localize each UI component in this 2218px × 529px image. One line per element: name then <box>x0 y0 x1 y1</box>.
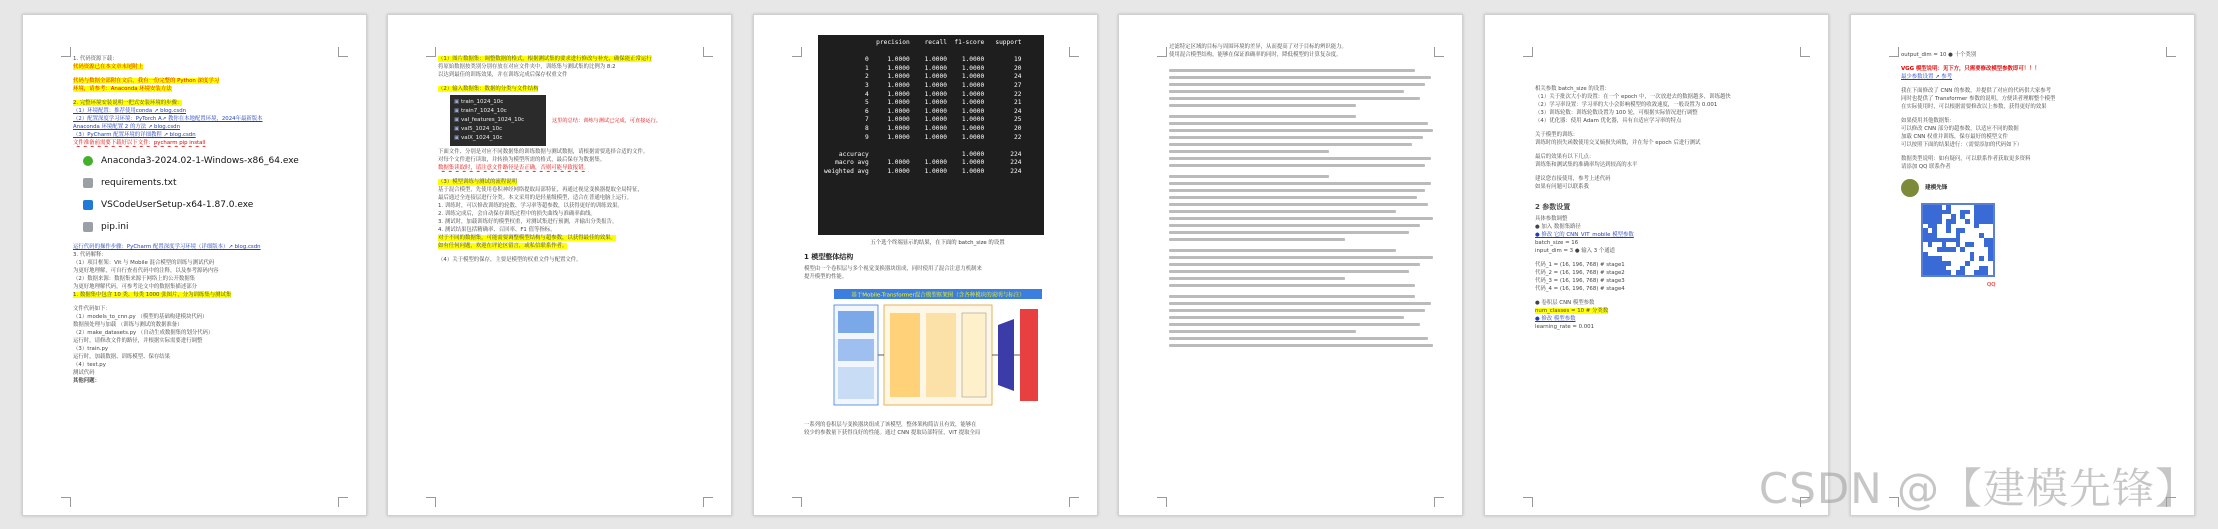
line <box>1535 299 1802 307</box>
line <box>438 234 705 242</box>
line <box>1535 247 1802 255</box>
line <box>438 148 705 156</box>
line <box>1535 223 1802 231</box>
line <box>73 107 340 115</box>
line <box>1901 117 2168 125</box>
line <box>1901 163 2168 171</box>
line <box>73 55 340 63</box>
text-line: 相关参数 batch_size 的设置： <box>1535 86 1610 92</box>
line <box>1901 87 2168 95</box>
line <box>73 251 340 259</box>
text-line: 4. 测试结果包括精确率、召回率、F1 值等指标。 <box>438 227 556 233</box>
qq-label: QQ <box>1987 282 1996 288</box>
file-item[interactable] <box>83 155 340 167</box>
text-line: （1）图片数据集：调整数据的格式，根据测试集的要求进行修改与补充，确保能正常运行 <box>438 56 652 62</box>
page-1-text-bottom <box>73 243 340 385</box>
text-line[interactable]: Anaconda 环境配置 2 的方法 ↗ blog.csdn <box>73 124 181 130</box>
watermark: CSDN @【建模先锋】 <box>1758 464 2198 513</box>
page-1-text-top <box>73 55 340 147</box>
text-line: 2 参数设置 <box>1535 203 1571 211</box>
folder-item: ▣ valX_1024_10c <box>454 134 542 143</box>
line <box>1901 95 2168 103</box>
folder-item: ▣ val_features_1024_10c <box>454 116 542 125</box>
file-item[interactable] <box>83 199 340 211</box>
text-line: 文件代码如下： <box>73 306 111 312</box>
text-line: （2）输入数据集：数据的分类与文件结构 <box>438 86 539 92</box>
author-card <box>1901 179 2168 197</box>
line <box>1901 141 2168 149</box>
line <box>73 377 340 385</box>
line <box>73 243 340 251</box>
line <box>73 345 340 353</box>
text-line: 以达到最佳的训练效果，并在训练完成后保存权重文件 <box>438 72 568 78</box>
page-2-text-bottom <box>438 148 705 264</box>
line <box>438 63 705 71</box>
line <box>1535 117 1802 125</box>
text-line: 2. 完整环境安装说明一把式安装环境的步骤： <box>73 100 183 106</box>
text-line: 使用混合模型结构，能够在保证准确率的同时，降低模型的计算复杂度。 <box>1169 52 1342 58</box>
text-line: 如果使用其他数据集： <box>1901 118 1955 124</box>
page-5 <box>1484 14 1829 516</box>
text-line: 下面文件、分别是对应不同数据集的训练数据与测试数据，请根据需要选择合适的文件。 <box>438 149 649 155</box>
text-line: batch_size = 16 <box>1535 240 1579 246</box>
text-line: 数据预处理与加载 （训练与测试的数据准备） <box>73 322 183 328</box>
line <box>438 242 705 250</box>
text-line: 对每个文件进行读取，并转换为模型所需的格式，最后保存为数据集。 <box>438 157 606 163</box>
avatar <box>1901 179 1919 197</box>
line <box>1901 103 2168 111</box>
text-line: （4）关于模型的保存，主要是模型的权重文件与配置文件。 <box>438 257 582 263</box>
text-line: 3. 代码解释： <box>73 252 107 258</box>
text-line: 1. 代码资源下载： <box>73 56 118 62</box>
file-list <box>73 155 340 233</box>
line <box>1535 239 1802 247</box>
text-line: （3）模型训练与测试的流程说明 <box>438 179 517 185</box>
text-line[interactable]: （1）环境配置：推荐使用conda ↗ blog.csdn <box>73 108 187 114</box>
author-name: 建模先锋 <box>1925 185 1948 191</box>
page-3 <box>753 14 1098 516</box>
text-line: 在实际使用时，可以根据需要修改以上参数，获得更好的效果 <box>1901 104 2047 110</box>
text-line: 建议您直接使用，参考上述代码 <box>1535 176 1611 182</box>
text-line: 代码资源已在本文章末尾附上 <box>73 64 144 70</box>
line <box>73 369 340 377</box>
python-ring-icon <box>83 156 93 166</box>
text-line: （2）学习率设置：学习率的大小会影响模型的收敛速度，一般设置为 0.001 <box>1535 102 1718 108</box>
text-line: 最后通过全连接层进行分类。本文采用的是轻量级模型，适合在普通电脑上运行。 <box>438 195 633 201</box>
text-line: 最后的效果有以下几点： <box>1535 154 1595 160</box>
line <box>1901 155 2168 163</box>
file-name: VSCodeUserSetup-x64-1.87.0.exe <box>101 200 254 210</box>
text-line: （2）数据来源：数据集来源于网络上的公开数据集 <box>73 276 196 282</box>
text-line[interactable]: （2）配置深度学习环境：PyTorch A↗ 教你在本地配置环境，2024年最新版本 <box>73 116 263 122</box>
line <box>1535 323 1802 331</box>
line <box>73 115 340 123</box>
model-architecture-diagram <box>828 285 1048 417</box>
paragraph <box>1169 175 1436 241</box>
line <box>73 77 340 85</box>
text-line: learning_rate = 0.001 <box>1535 324 1595 330</box>
folder-item: ▣ train7_1024_10c <box>454 107 542 116</box>
page-6 <box>1850 14 2195 516</box>
line <box>438 178 705 186</box>
text-line: 同时也提供了 Transformer 参数的说明，方便读者理解整个模型 <box>1901 96 2056 102</box>
line <box>73 291 340 299</box>
text-line: 代码_2 = (16, 196, 768) # stage2 <box>1535 270 1625 276</box>
line <box>1535 269 1802 277</box>
line <box>438 156 705 164</box>
text-line: 基于混合模型，先使用卷积神经网络提取局部特征，再通过视觉变换器提取全局特征， <box>438 187 643 193</box>
text-line: 可以修改 CNN 部分的超参数，以适应不同的数据 <box>1901 126 2019 132</box>
line <box>1535 153 1802 161</box>
page-5-text <box>1535 85 1802 331</box>
line <box>438 194 705 202</box>
text-line: ● 加入 数据集路径 <box>1535 224 1581 230</box>
line <box>73 63 340 71</box>
line <box>1901 125 2168 133</box>
text-line: 2. 训练完成后，会自动保存训练过程中的损失曲线与准确率曲线。 <box>438 211 596 217</box>
line <box>438 186 705 194</box>
line <box>1535 131 1802 139</box>
line <box>73 123 340 131</box>
page-2 <box>387 14 732 516</box>
text-line: 关于模型的训练： <box>1535 132 1579 138</box>
line <box>804 421 1071 429</box>
line <box>1169 51 1436 59</box>
file-name: requirements.txt <box>101 178 177 188</box>
dataset-folder-list <box>450 95 546 146</box>
line <box>73 353 340 361</box>
line <box>438 85 705 93</box>
line <box>1901 51 2168 59</box>
text-line: 代码_3 = (16, 196, 768) # stage3 <box>1535 278 1625 284</box>
line <box>73 313 340 321</box>
text-line: VGG 模型说明：见下方，只需要修改模型参数即可！！！ <box>1901 66 2040 72</box>
page-4-paragraphs <box>1169 69 1436 347</box>
line <box>438 210 705 218</box>
text-line: output_dim = 10 ● 十个类别 <box>1901 52 1977 58</box>
text-line: （4）test.py <box>73 362 106 368</box>
vscode-icon <box>83 200 93 210</box>
text-line: 训练时的损失函数使用交叉熵损失函数，并在每个 epoch 后进行测试 <box>1535 140 1701 146</box>
text-line: input_dim = 3 ● 输入 3 个通道 <box>1535 248 1616 254</box>
file-item[interactable] <box>83 221 340 233</box>
line <box>1535 93 1802 101</box>
text-line: 1. 训练时，可以修改训练的轮数、学习率等超参数，以获得更好的训练效果。 <box>438 203 623 209</box>
text-line: 一系列的卷积层与变换器块组成了该模型，整体架构简洁且有效，能够在 <box>804 422 977 428</box>
page-3-text-bottom <box>804 421 1071 437</box>
section-heading: 1 模型整体结构 <box>804 253 854 261</box>
text-line: 运行时，加载数据、训练模型、保存结果 <box>73 354 171 360</box>
text-line: 具体参数调整 <box>1535 216 1568 222</box>
line <box>1535 231 1802 239</box>
line <box>1535 101 1802 109</box>
line <box>1535 285 1802 293</box>
text-line: （1）项目框架：Vit 与 Mobile 混合模型的训练与测试代码 <box>73 260 215 266</box>
text-line: 环境，请参考：Anaconda 环境安装方法 <box>73 86 172 92</box>
diagram-title: 基于Mobile-Transformer混合模型框架图（含各种模块的说明与标注） <box>850 292 1025 299</box>
line <box>73 139 340 147</box>
line <box>73 267 340 275</box>
line <box>73 275 340 283</box>
text-line[interactable]: ● 修改 它的 CNN_VIT_mobile 模型参数 <box>1535 232 1634 238</box>
ini-file-icon <box>83 222 93 232</box>
line <box>73 337 340 345</box>
line <box>73 329 340 337</box>
text-line: 请添加 QQ 联系作者 <box>1901 164 1951 170</box>
text-line: （3）train.py <box>73 346 109 352</box>
paragraph <box>1169 295 1436 347</box>
line <box>1535 183 1802 191</box>
line <box>1535 315 1802 323</box>
line <box>1535 139 1802 147</box>
text-line: 如有任何问题，欢迎在评论区留言，或私信联系作者。 <box>438 243 568 249</box>
text-line[interactable]: 运行代码的操作步骤：PyCharm 配置深度学习环境（详细版本）↗ blog.csdn <box>73 244 261 250</box>
line <box>73 131 340 139</box>
line <box>1535 277 1802 285</box>
text-line: 代码_1 = (16, 196, 768) # stage1 <box>1535 262 1625 268</box>
line <box>1901 133 2168 141</box>
page-1 <box>22 14 367 516</box>
text-line: 文件准备前需要下载好以下文件：pycharm pip install <box>73 140 206 146</box>
line <box>438 218 705 226</box>
file-name: Anaconda3-2024.02-1-Windows-x86_64.exe <box>101 156 299 166</box>
line <box>438 256 705 264</box>
line <box>1535 175 1802 183</box>
page-4-text-top <box>1169 43 1436 65</box>
spacer <box>1169 59 1436 65</box>
line <box>1535 161 1802 169</box>
line <box>73 321 340 329</box>
text-line: 1. 数据集中包含 10 类、每类 1000 张图片，分为训练集与测试集 <box>73 292 232 298</box>
text-line: （4）优化器：使用 Adam 优化器，具有自适应学习率的特点 <box>1535 118 1682 124</box>
folder-item: ▣ train_1024_10c <box>454 98 542 107</box>
terminal-caption: 五个选个终端显示的结果，在下面的 batch_size 的设置 <box>870 240 1005 246</box>
text-line: 运行时，请修改文件的路径，并根据实际需要进行调整 <box>73 338 203 344</box>
text-line: 代码_4 = (16, 196, 768) # stage4 <box>1535 286 1625 292</box>
line <box>804 265 1071 273</box>
text-line: （1）关于批次大小的设置：在一个 epoch 中，一次放进去的数据越多，训练越快 <box>1535 94 1731 100</box>
text-line: ● 卷积层 CNN 模型参数 <box>1535 300 1595 306</box>
text-line: 过滤特定区域的目标与周围环境的差异，从而提高了对于目标的辨识能力。 <box>1169 44 1347 50</box>
line <box>1169 43 1436 51</box>
line <box>438 55 705 63</box>
line <box>1535 85 1802 93</box>
text-line: num_classes = 10 # 分类数 <box>1535 308 1609 314</box>
page-4 <box>1118 14 1463 516</box>
line <box>73 259 340 267</box>
classification-report-terminal: precision recall f1-score support 0 1.0000 1.0000 1.0000 19 1 1.0000 1.0000 1.0000 20 2 1.0000 1.0000 1.0000 24 3 1.0000 1.0000 1.0000 27 4 1.0000 1.0000 1.0000 22 5 1.0000 1.0000 1.0000 21 6 1.0000 1.0000 1.0000 24 7 1.0000 1.0000 1.0000 25 8 1.0000 1.0000 1.0000 20 9 1.0000 1.0000 1.0000 22 accuracy 1.0000 224 macro avg 1.0000 1.0000 1.0000 224 weighted avg 1.0000 1.0000 1.0000 224 <box>818 35 1044 235</box>
text-file-icon <box>83 178 93 188</box>
line <box>73 283 340 291</box>
text-line: 代码与数据全部附在文后，我有一份完整的 Python 深度学习 <box>73 78 220 84</box>
line <box>438 226 705 234</box>
file-name: pip.ini <box>101 222 129 232</box>
text-line: （2）make_datasets.py （自动生成数据集的划分代码） <box>73 330 214 336</box>
page-2-text-top <box>438 55 705 93</box>
text-line[interactable]: （3）PyCharm 配置环境的详细教程 ↗ blog.csdn <box>73 132 196 138</box>
text-line: 提升模型的性能。 <box>804 274 848 280</box>
page-3-text-top <box>804 265 1071 281</box>
line <box>73 361 340 369</box>
text-line: 我在下面修改了 CNN 的参数，并提供了对应的代码供大家参考 <box>1901 88 2052 94</box>
line <box>804 429 1071 437</box>
text-line: 测试代码 <box>73 370 95 376</box>
text-line: 训练集和测试集的准确率均达到较高的水平 <box>1535 162 1638 168</box>
text-line: 加载 CNN 权重并训练，保存最好的模型文件 <box>1901 134 2008 140</box>
line <box>1535 307 1802 315</box>
folder-item: ▣ val5_1024_10c <box>454 125 542 134</box>
text-line: 数据类型说明：如有疑问，可以联系作者获取更多资料 <box>1901 156 2031 162</box>
text-line: 较少的参数量下获得良好的性能。通过 CNN 提取局部特征，ViT 提取全局 <box>804 430 981 436</box>
line <box>73 99 340 107</box>
line <box>1901 65 2168 73</box>
text-line: 将原始数据按类别分别存放在对应文件夹中，训练集与测试集的比例为 8:2 <box>438 64 616 70</box>
file-item[interactable] <box>83 177 340 189</box>
line <box>1535 261 1802 269</box>
text-line: 其他问题： <box>73 378 100 384</box>
line <box>73 305 340 313</box>
text-line: 如果有问题可以联系我 <box>1535 184 1589 190</box>
line <box>1535 215 1802 223</box>
text-line: 对于不同的数据集，可能需要调整模型结构与超参数，以获得最佳的效果。 <box>438 235 616 241</box>
page-6-text <box>1901 51 2168 171</box>
text-line: 可以按照下面的结果进行：（需要添加的代码如下） <box>1901 142 2023 148</box>
paragraph <box>1169 69 1436 107</box>
text-line: 为更好地理解代码，可参考论文中的数据集描述部分 <box>73 284 197 290</box>
text-line: 为更好地理解，可自行查看代码中的注释，以及参考源码内容 <box>73 268 219 274</box>
text-line: 数据集读取时，请注意文件路径是否正确，否则可能导致报错。 <box>438 165 589 171</box>
line <box>73 85 340 93</box>
spacer <box>1535 191 1802 197</box>
line <box>804 273 1071 281</box>
qr-code-icon <box>1921 203 1995 277</box>
text-line: 模型由一个卷积层与多个视觉变换器块组成，同时使用了混合注意力机制来 <box>804 266 982 272</box>
paragraph <box>1169 249 1436 287</box>
text-line: （1）models_to_cnn.py （模型的基础构建模块代码） <box>73 314 208 320</box>
paragraph <box>1169 115 1436 167</box>
line <box>1535 203 1802 211</box>
side-note: 这里的总结：训练与测试已完成，可直接运行。 <box>552 117 661 124</box>
line <box>1901 73 2168 81</box>
line <box>438 164 705 172</box>
text-line[interactable]: ● 修改 模型参数 <box>1535 316 1576 322</box>
text-line[interactable]: 最少参数设置 ↗ 参考 <box>1901 74 1953 80</box>
line <box>438 202 705 210</box>
text-line: 3. 测试时，加载训练好的模型权重，对测试集进行预测，并输出分类报告。 <box>438 219 618 225</box>
line <box>438 71 705 79</box>
text-line: （3）训练轮数：训练轮数设置为 100 轮，可根据实际情况进行调整 <box>1535 110 1698 116</box>
line <box>1535 109 1802 117</box>
